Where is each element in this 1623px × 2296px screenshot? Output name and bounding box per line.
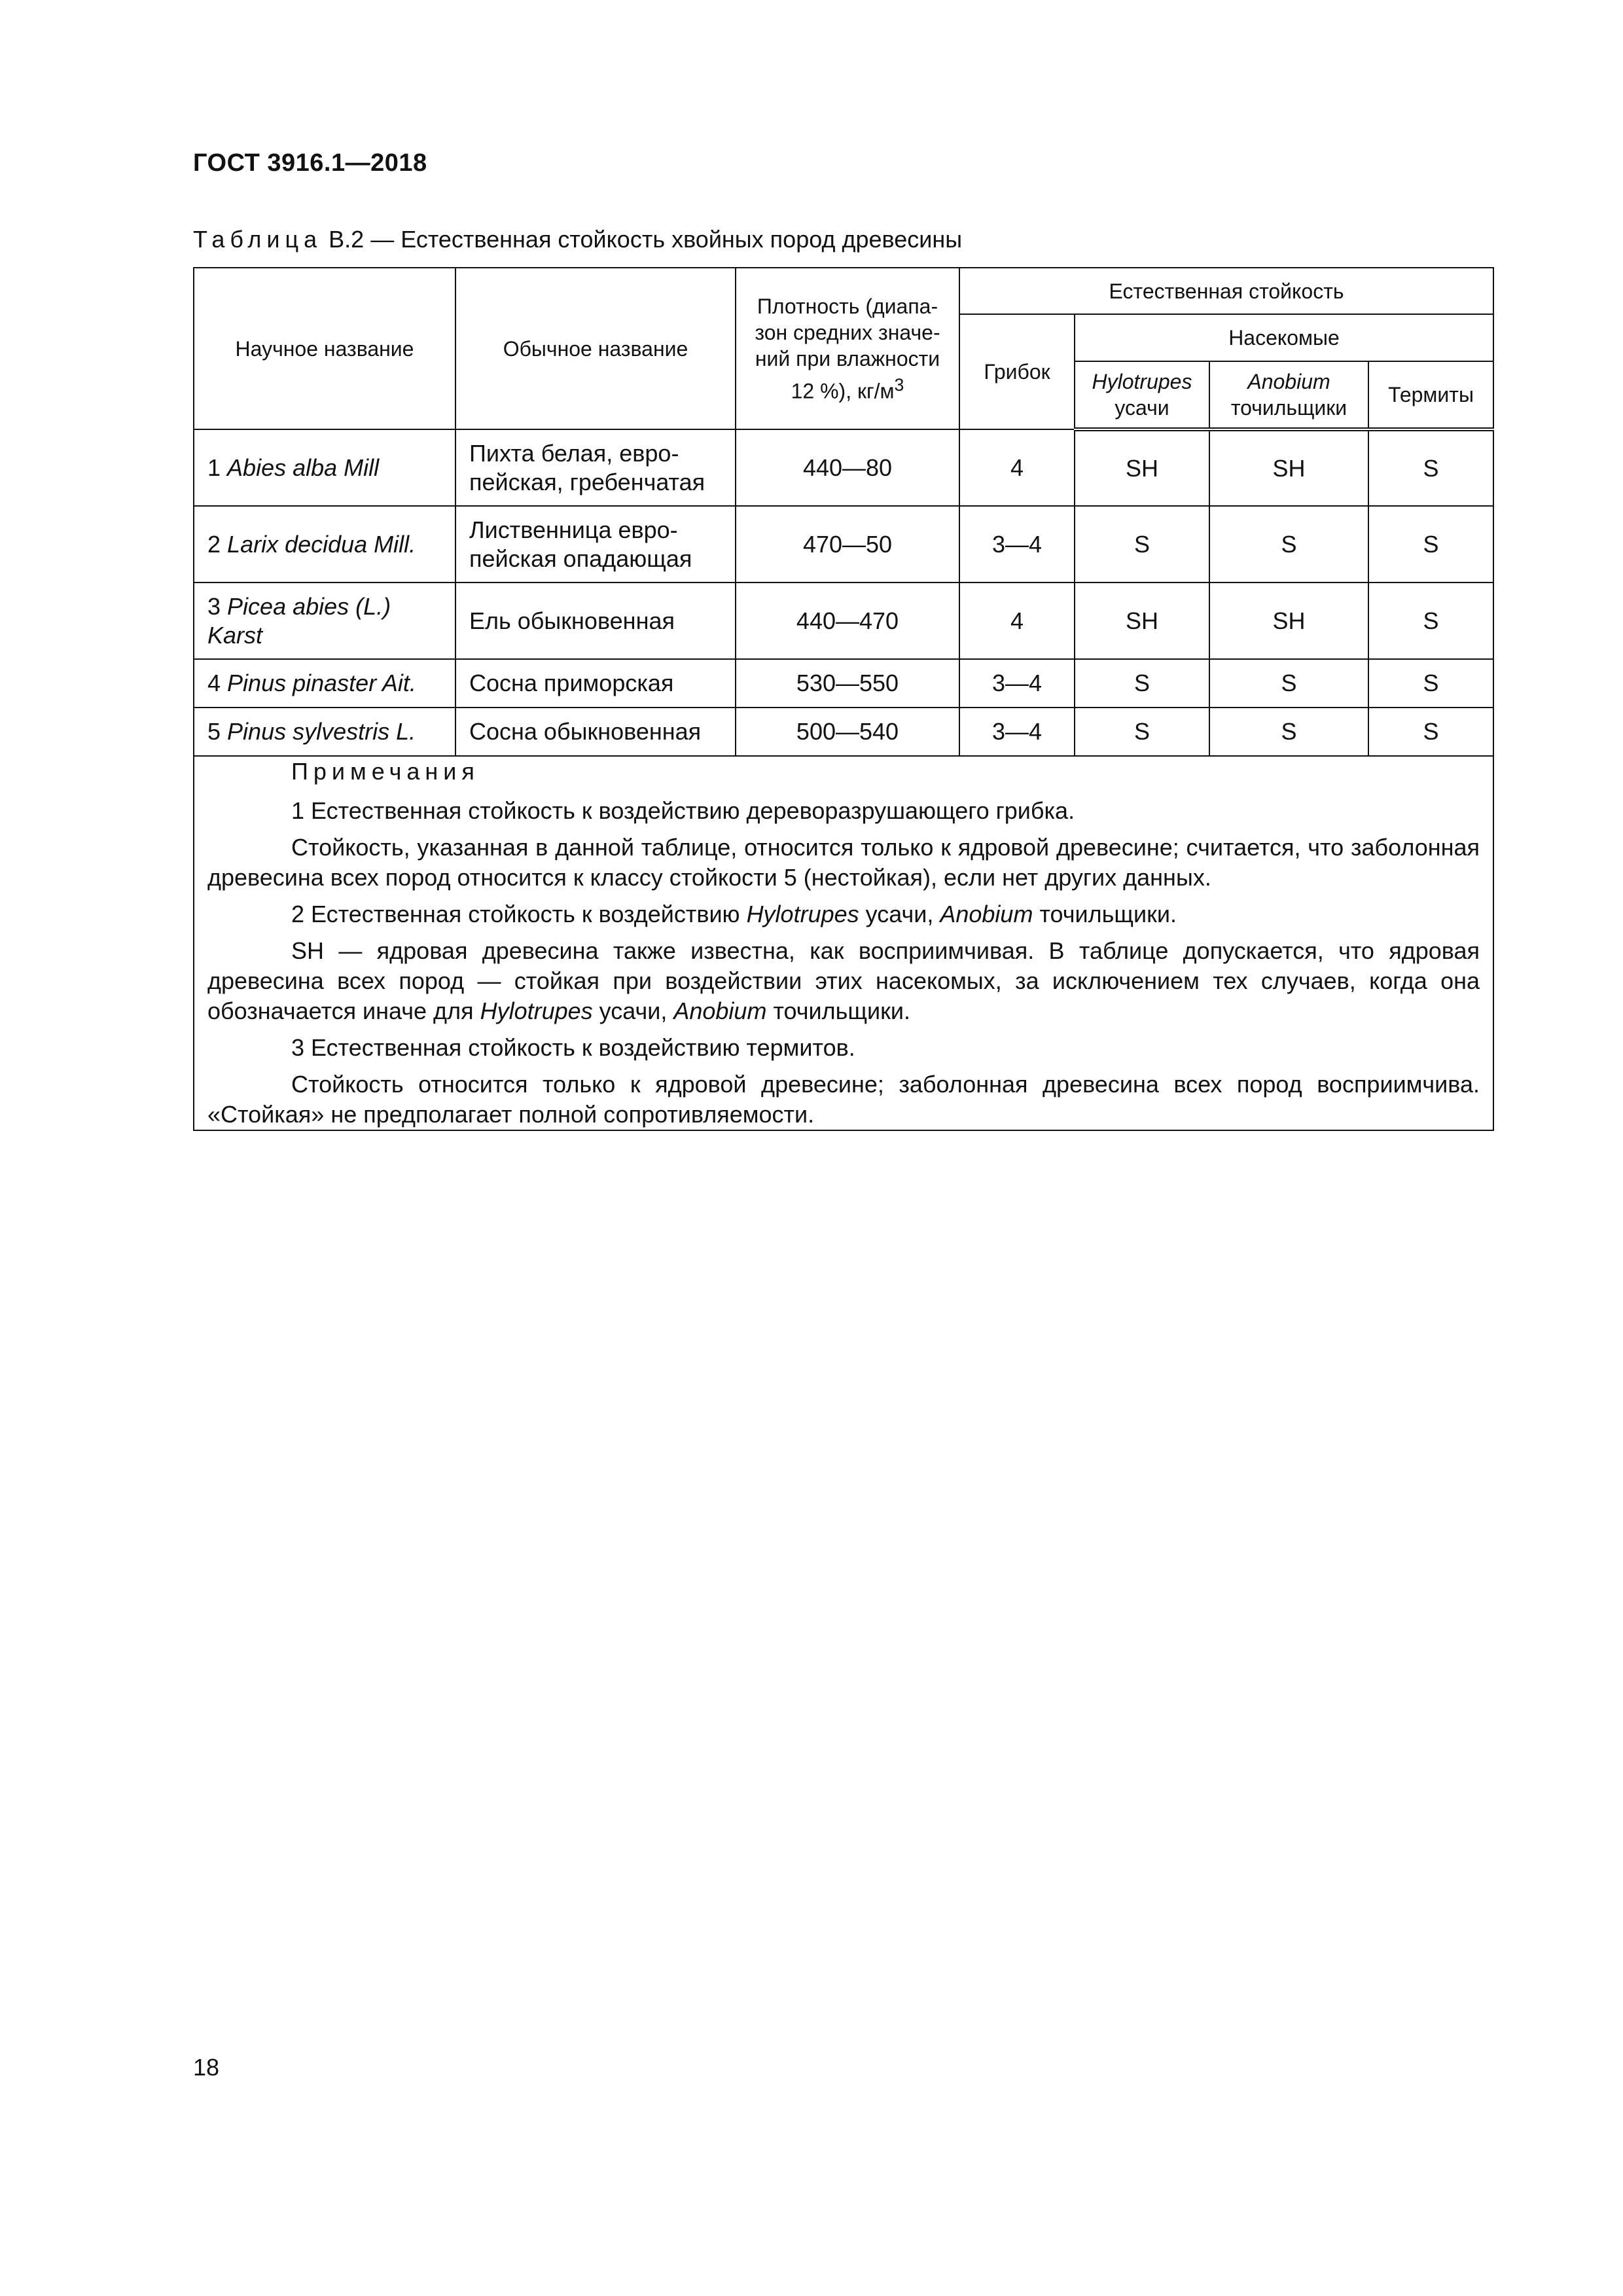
scientific-name: Abies alba Mill bbox=[227, 454, 380, 481]
row-number: 5 bbox=[207, 718, 221, 745]
cell-fungus: 4 bbox=[959, 583, 1075, 659]
cell-fungus: 3—4 bbox=[959, 506, 1075, 583]
note-genus: Anobium bbox=[940, 901, 1033, 927]
table-row bbox=[194, 506, 1493, 583]
note-text: точильщики. bbox=[1033, 901, 1177, 927]
header-natural-durability: Естественная стойкость bbox=[959, 268, 1493, 314]
cell-common-name bbox=[455, 506, 736, 583]
note-1: 1 Естественная стойкость к воздействию дереворазрушающего грибка. bbox=[291, 797, 1075, 824]
common-name-line: пейская, гребенчатая bbox=[469, 468, 705, 495]
table-row bbox=[194, 583, 1493, 659]
cell-fungus: 4 bbox=[959, 429, 1075, 506]
durability-table bbox=[193, 267, 1494, 1131]
table-caption bbox=[193, 226, 962, 253]
note-genus: Anobium bbox=[673, 997, 767, 1024]
note-2 bbox=[207, 899, 1480, 929]
cell-common-name: Сосна обыкновенная bbox=[455, 708, 736, 756]
cell-scientific-name bbox=[194, 659, 455, 708]
header-hylotrupes-genus: Hylotrupes bbox=[1092, 370, 1192, 393]
cell-hylotrupes: S bbox=[1075, 708, 1209, 756]
header-insects: Насекомые bbox=[1075, 314, 1493, 361]
notes-row bbox=[194, 756, 1493, 1130]
table-notes bbox=[194, 756, 1493, 1130]
note-genus: Hylotrupes bbox=[746, 901, 859, 927]
header-hylotrupes bbox=[1075, 361, 1209, 429]
scientific-name-line2: Karst bbox=[207, 621, 263, 649]
header-termites: Термиты bbox=[1368, 361, 1493, 429]
header-density-line: ний при влажности bbox=[755, 346, 940, 370]
cell-density: 440—470 bbox=[736, 583, 959, 659]
cell-hylotrupes: S bbox=[1075, 659, 1209, 708]
table-row bbox=[194, 659, 1493, 708]
row-number: 2 bbox=[207, 530, 221, 558]
header-hylotrupes-common: усачи bbox=[1115, 396, 1169, 420]
header-density bbox=[736, 268, 959, 429]
table-body bbox=[194, 429, 1493, 1130]
table-caption-text: В.2 — Естественная стойкость хвойных пород древесины bbox=[329, 226, 963, 253]
cell-scientific-name bbox=[194, 583, 455, 659]
header-fungus: Грибок bbox=[959, 314, 1075, 429]
common-name-line: Лиственница евро- bbox=[469, 516, 678, 543]
row-number: 3 bbox=[207, 592, 221, 620]
cell-scientific-name bbox=[194, 429, 455, 506]
cell-fungus: 3—4 bbox=[959, 659, 1075, 708]
note-text: SH — ядровая древесина также известна, как восприимчивая. В таблице допускается, что ядровая древесина всех пород — стойкая при воздействии этих насекомых, за исключением тех случаев, когда она обозначается иначе для bbox=[207, 937, 1480, 1024]
cell-fungus: 3—4 bbox=[959, 708, 1075, 756]
table-head bbox=[194, 268, 1493, 429]
cell-termites: S bbox=[1368, 506, 1493, 583]
scientific-name: Larix decidua Mill. bbox=[227, 530, 416, 558]
header-anobium-genus: Anobium bbox=[1247, 370, 1330, 393]
row-number: 4 bbox=[207, 670, 221, 696]
note-text: усачи, bbox=[859, 901, 940, 927]
header-anobium-common: точильщики bbox=[1230, 396, 1347, 420]
cell-anobium: S bbox=[1209, 659, 1368, 708]
scientific-name: Pinus sylvestris L. bbox=[227, 718, 416, 745]
note-3-detail: Стойкость относится только к ядровой древесине; заболонная древесина всех пород восприимчива. «Стойкая» не предполагает полной сопротивляемости. bbox=[207, 1071, 1480, 1128]
note-2-detail bbox=[207, 936, 1480, 1026]
header-density-superscript: 3 bbox=[894, 374, 904, 395]
header-anobium bbox=[1209, 361, 1368, 429]
cell-scientific-name bbox=[194, 708, 455, 756]
note-1-detail: Стойкость, указанная в данной таблице, относится только к ядровой древесине; считается, что заболонная древесина всех пород относится к классу стойкости 5 (нестойкая), если нет других данных. bbox=[207, 834, 1480, 891]
cell-anobium: SH bbox=[1209, 429, 1368, 506]
cell-termites: S bbox=[1368, 583, 1493, 659]
cell-common-name: Ель обыкновенная bbox=[455, 583, 736, 659]
cell-termites: S bbox=[1368, 708, 1493, 756]
cell-common-name: Сосна приморская bbox=[455, 659, 736, 708]
common-name-line: пейская опадающая bbox=[469, 545, 692, 572]
header-density-line: Плотность (диапа- bbox=[757, 294, 938, 318]
page-number: 18 bbox=[193, 2054, 220, 2081]
header-scientific-name: Научное название bbox=[194, 268, 455, 429]
table-row bbox=[194, 429, 1493, 506]
note-3: 3 Естественная стойкость к воздействию термитов. bbox=[291, 1034, 855, 1061]
cell-anobium: S bbox=[1209, 708, 1368, 756]
cell-anobium: S bbox=[1209, 506, 1368, 583]
header-common-name: Обычное название bbox=[455, 268, 736, 429]
notes-title: Примечания bbox=[291, 758, 480, 785]
cell-hylotrupes: SH bbox=[1075, 583, 1209, 659]
cell-hylotrupes: SH bbox=[1075, 429, 1209, 506]
row-number: 1 bbox=[207, 454, 221, 481]
cell-density: 530—550 bbox=[736, 659, 959, 708]
table-caption-prefix: Таблица bbox=[193, 226, 323, 253]
scientific-name: Picea abies (L.) bbox=[227, 592, 391, 620]
cell-scientific-name bbox=[194, 506, 455, 583]
note-text: точильщики. bbox=[766, 997, 910, 1024]
scientific-name: Pinus pinaster Ait. bbox=[227, 670, 416, 696]
header-density-line: зон средних значе- bbox=[755, 320, 940, 344]
cell-density: 440—80 bbox=[736, 429, 959, 506]
cell-density: 500—540 bbox=[736, 708, 959, 756]
note-genus: Hylotrupes bbox=[480, 997, 593, 1024]
cell-termites: S bbox=[1368, 659, 1493, 708]
document-header: ГОСТ 3916.1—2018 bbox=[193, 149, 427, 177]
note-text: 2 Естественная стойкость к воздействию bbox=[291, 901, 747, 927]
cell-anobium: SH bbox=[1209, 583, 1368, 659]
header-density-line: 12 %), кг/м bbox=[791, 379, 895, 403]
cell-hylotrupes: S bbox=[1075, 506, 1209, 583]
note-text: усачи, bbox=[592, 997, 674, 1024]
cell-termites: S bbox=[1368, 429, 1493, 506]
cell-common-name bbox=[455, 429, 736, 506]
cell-density: 470—50 bbox=[736, 506, 959, 583]
table-row bbox=[194, 708, 1493, 756]
common-name-line: Пихта белая, евро- bbox=[469, 439, 679, 467]
